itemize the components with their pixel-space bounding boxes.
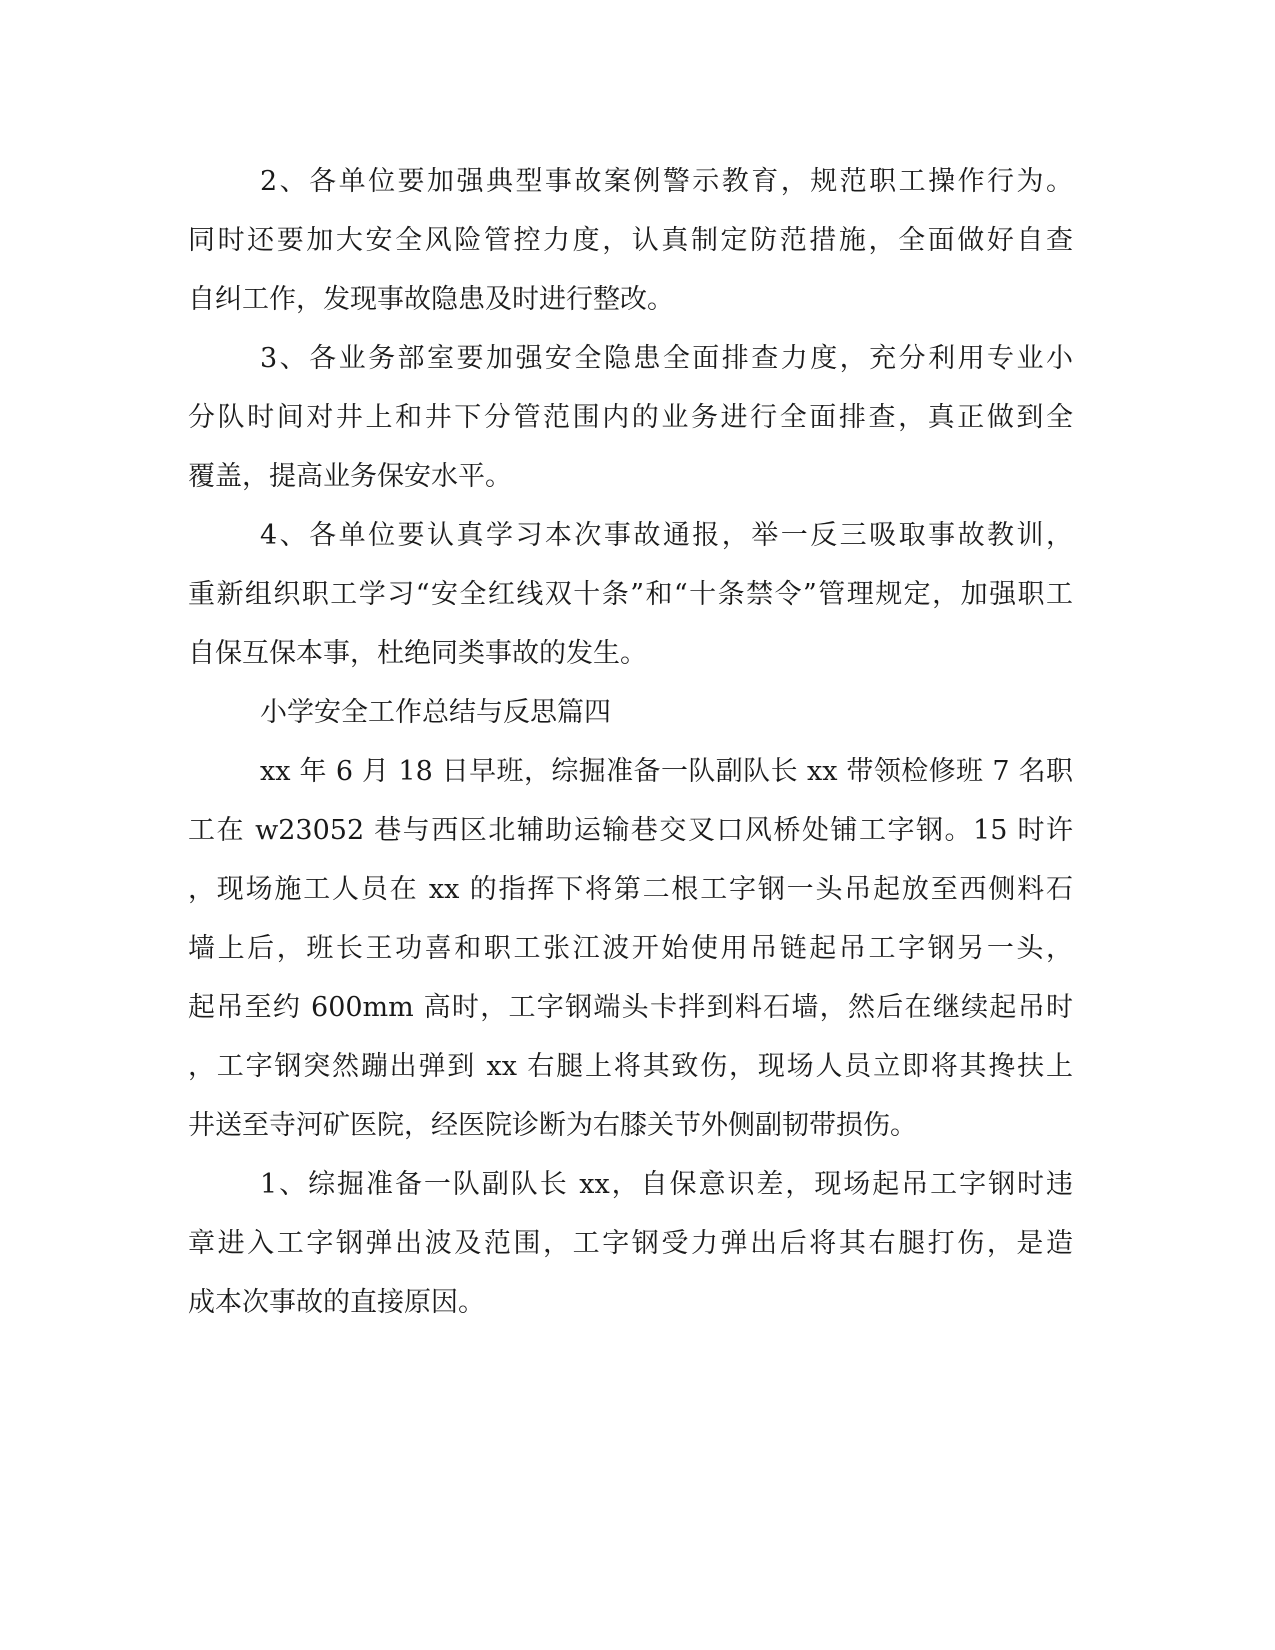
text-line: 覆盖，提高业务保安水平。 — [188, 461, 512, 492]
text-line: 墙上后，班长王功喜和职工张江波开始使用吊链起吊工字钢另一头， — [188, 933, 1073, 964]
text-line: 章进入工字钢弹出波及范围，工字钢受力弹出后将其右腿打伤，是造 — [188, 1228, 1073, 1259]
text-line: 工在 w23052 巷与西区北辅助运输巷交叉口风桥处铺工字钢。15 时许 — [188, 815, 1073, 846]
text-line: 同时还要加大安全风险管控力度，认真制定防范措施，全面做好自查 — [188, 225, 1073, 256]
text-line: 自纠工作，发现事故隐患及时进行整改。 — [188, 284, 674, 315]
text-line: 自保互保本事，杜绝同类事故的发生。 — [188, 638, 647, 669]
text-line: 起吊至约 600mm 高时，工字钢端头卡拌到料石墙，然后在继续起吊时 — [188, 992, 1073, 1023]
text-line: 重新组织职工学习“安全红线双十条”和“十条禁令”管理规定，加强职工 — [188, 579, 1073, 610]
text-line: 2、各单位要加强典型事故案例警示教育，规范职工操作行为。 — [260, 166, 1073, 197]
text-line: 成本次事故的直接原因。 — [188, 1287, 485, 1318]
text-line: 分队时间对井上和井下分管范围内的业务进行全面排查，真正做到全 — [188, 402, 1073, 433]
text-line: ，工字钢突然蹦出弹到 xx 右腿上将其致伤，现场人员立即将其搀扶上 — [188, 1051, 1073, 1082]
text-line: 1、综掘准备一队副队长 xx，自保意识差，现场起吊工字钢时违 — [260, 1169, 1073, 1200]
text-line: xx 年 6 月 18 日早班，综掘准备一队副队长 xx 带领检修班 7 名职 — [260, 756, 1073, 787]
section-heading: 小学安全工作总结与反思篇四 — [260, 697, 611, 728]
text-line: 井送至寺河矿医院，经医院诊断为右膝关节外侧副韧带损伤。 — [188, 1110, 917, 1141]
text-line: 3、各业务部室要加强安全隐患全面排查力度，充分利用专业小 — [260, 343, 1073, 374]
text-line: ，现场施工人员在 xx 的指挥下将第二根工字钢一头吊起放至西侧料石 — [188, 874, 1073, 905]
text-line: 4、各单位要认真学习本次事故通报，举一反三吸取事故教训， — [260, 520, 1073, 551]
